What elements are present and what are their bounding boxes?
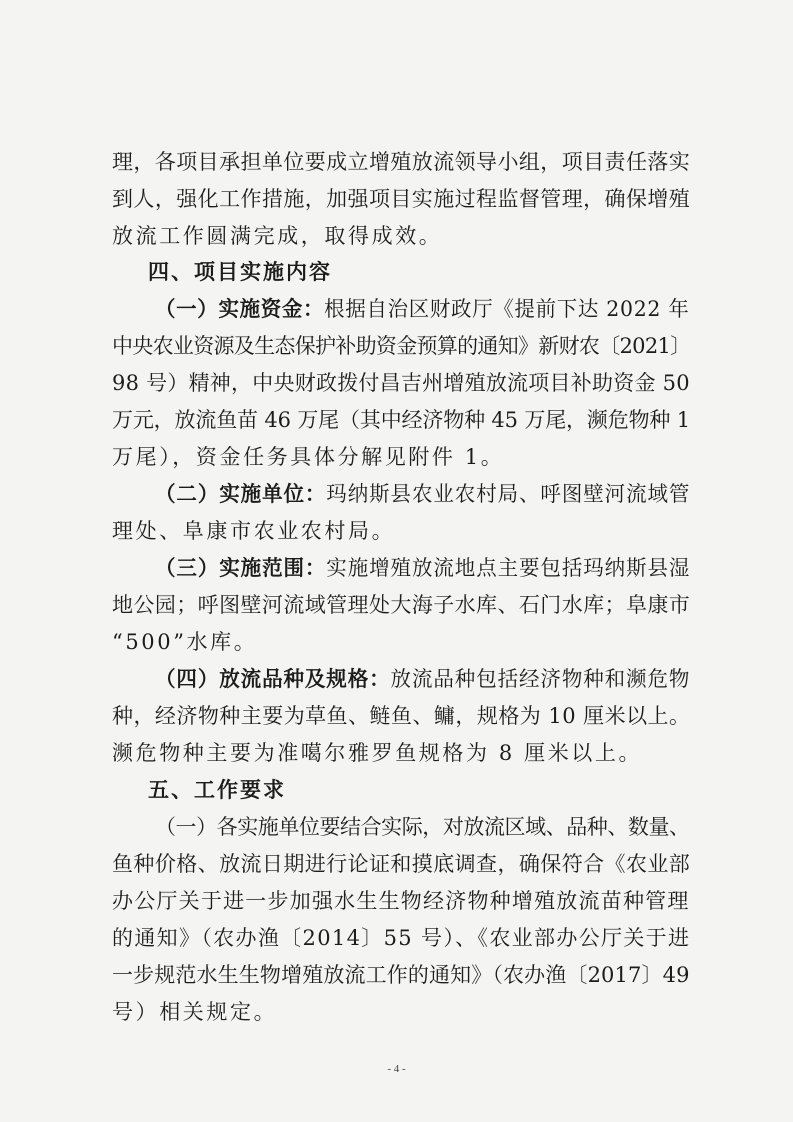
section-4-item-1-line-4: 万元，放流鱼苗 46 万尾（其中经济物种 45 万尾，濒危物种 1 (112, 408, 690, 432)
section-5-item-1-line-5: 一步规范水生生物增殖放流工作的通知》（农办渔〔2017〕49 (112, 963, 690, 987)
section-4-item-3-line-3: “500”水库。 (112, 630, 258, 654)
section-4-item-4-line-1 (155, 665, 690, 693)
section-4-item-4-label: （四）放流品种及规格： (155, 667, 391, 691)
section-4-item-2-line-2: 理处、阜康市农业农村局。 (112, 519, 396, 543)
section-4-item-2-text: 玛纳斯县农业农村局、呼图壁河流域管 (326, 482, 691, 506)
section-5-item-1-line-1: （一）各实施单位要结合实际，对放流区域、品种、数量、 (155, 815, 690, 839)
intro-line-3: 放流工作圆满完成，取得成效。 (112, 224, 443, 248)
section-4-heading: 四、项目实施内容 (148, 260, 332, 284)
section-4-item-1-text: 根据自治区财政厅《提前下达 2022 年 (324, 297, 690, 321)
section-4-item-4-text: 放流品种包括经济物种和濒危物 (390, 667, 691, 691)
section-4-item-4-line-2: 种，经济物种主要为草鱼、鲢鱼、鳙，规格为 10 厘米以上。 (112, 704, 691, 728)
section-5-item-1-line-3: 办公厅关于进一步加强水生生物经济物种增殖放流苗种管理 (112, 889, 690, 913)
section-4-item-3-text: 实施增殖放流地点主要包括玛纳斯县湿 (326, 556, 691, 580)
section-4-item-1-line-1 (155, 295, 690, 323)
section-5-item-1-line-4: 的通知》（农办渔〔2014〕55 号）、《农业部办公厅关于进 (112, 926, 691, 950)
section-4-item-1-line-3: 98 号）精神，中央财政拨付昌吉州增殖放流项目补助资金 50 (112, 371, 690, 395)
section-4-item-4-line-3: 濒危物种主要为准噶尔雅罗鱼规格为 8 厘米以上。 (112, 741, 643, 765)
section-5-heading: 五、工作要求 (148, 778, 286, 802)
intro-line-2: 到人，强化工作措施，加强项目实施过程监督管理，确保增殖 (112, 187, 691, 211)
section-5-item-1-line-2: 鱼种价格、放流日期进行论证和摸底调查，确保符合《农业部 (112, 852, 691, 876)
section-4-item-3-line-1 (155, 554, 690, 582)
section-4-item-3-label: （三）实施范围： (155, 556, 327, 580)
section-4-item-2-label: （二）实施单位： (155, 482, 327, 506)
page-number: - 4 - (387, 1063, 406, 1075)
section-4-item-1-line-5: 万尾），资金任务具体分解见附件 1。 (112, 445, 505, 469)
section-4-item-3-line-2: 地公园；呼图壁河流域管理处大海子水库、石门水库；阜康市 (112, 593, 691, 617)
intro-line-1: 理，各项目承担单位要成立增殖放流领导小组，项目责任落实 (112, 150, 691, 174)
section-4-item-2-line-1 (155, 480, 690, 508)
section-4-item-1-label: （一）实施资金： (155, 297, 325, 321)
section-4-item-1-line-2: 中央农业资源及生态保护补助资金预算的通知》新财农〔2021〕 (112, 334, 691, 358)
section-5-item-1-line-6: 号）相关规定。 (112, 1000, 278, 1024)
